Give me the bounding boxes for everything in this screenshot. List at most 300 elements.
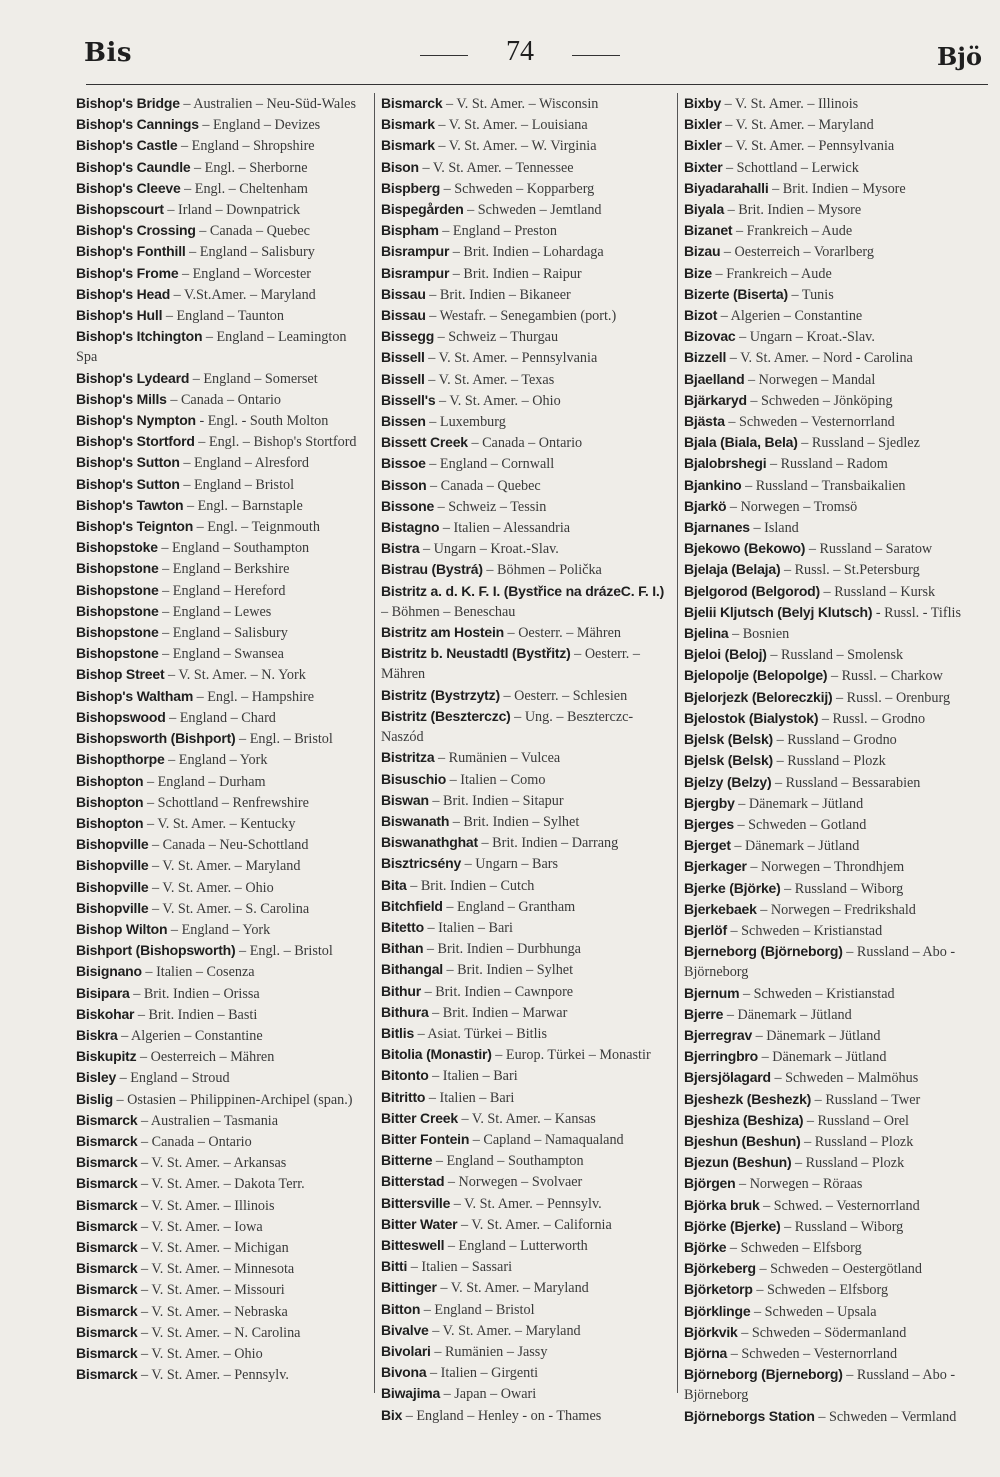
entry-location: – Italien – Sassari: [407, 1259, 513, 1276]
index-entry: [76, 771, 368, 792]
index-entry: [684, 1173, 984, 1194]
entry-location: – Ungarn – Bars: [461, 856, 559, 873]
header-left-guideword: Bis: [84, 38, 132, 68]
entry-place-name: Bisztricsény: [381, 855, 462, 872]
entry-location: – Böhmen – Beneschau: [381, 603, 516, 620]
header-rule: [86, 84, 988, 85]
index-entry: [76, 1364, 368, 1385]
entry-place-name: Bishop's Teignton: [76, 518, 194, 535]
entry-place-name: Bissone: [381, 497, 435, 514]
header-right-guideword: Bjö: [937, 42, 982, 71]
index-entry: [684, 114, 984, 135]
entry-place-name: Bithan: [381, 940, 424, 957]
entry-location: – Russland – Saratow: [805, 541, 933, 558]
entry-location: – Schweden – Kristianstad: [726, 922, 883, 939]
entry-place-name: Bissett Creek: [381, 434, 468, 451]
index-entry: [381, 411, 671, 432]
index-entry: [684, 814, 984, 835]
entry-location: – Brit. Indien – Sylhet: [442, 962, 574, 979]
index-entry: [684, 581, 984, 602]
entry-place-name: Bishopscourt: [76, 201, 164, 218]
index-entry: [76, 263, 368, 284]
entry-place-name: Bizerte (Biserta): [684, 285, 788, 302]
entry-place-name: Bishopville: [76, 899, 149, 916]
index-entry: [684, 220, 984, 241]
index-entry: [76, 558, 368, 579]
index-entry: [76, 114, 368, 135]
index-entry: [684, 729, 984, 750]
entry-place-name: Bison: [381, 158, 419, 175]
entry-place-name: Björna: [684, 1344, 728, 1361]
index-entry: [76, 1301, 368, 1322]
entry-location: – Luxemburg: [425, 414, 506, 431]
entry-location: – Russl. – Charkow: [827, 668, 943, 685]
entry-place-name: Bismarck: [76, 1323, 138, 1340]
entry-location: – Russland – Wiborg: [780, 1218, 904, 1235]
entry-location: – Norwegen – Tromsö: [726, 498, 858, 515]
entry-location: – Russl. – Orenburg: [832, 689, 951, 706]
entry-location: – Italien – Bari: [423, 919, 513, 936]
entry-location: – Algerien – Constantine: [117, 1027, 263, 1044]
entry-place-name: Bishop's Lydeard: [76, 369, 190, 386]
entry-place-name: Bitlis: [381, 1024, 415, 1041]
entry-place-name: Bishop's Nympton: [76, 412, 196, 429]
entry-location: – England – Swansea: [158, 646, 284, 663]
index-entry: [684, 750, 984, 771]
entry-location: – V. St. Amer. – Arkansas: [137, 1155, 287, 1172]
entry-location: – Engl. – Sherborne: [190, 159, 308, 176]
entry-location: – England – Grantham: [442, 898, 576, 915]
index-entry: [381, 875, 671, 896]
entry-place-name: Bisson: [381, 476, 427, 493]
entry-place-name: Björkvik: [684, 1323, 738, 1340]
entry-place-name: Bismarck: [76, 1302, 138, 1319]
entry-location: – Schweden – Elfsborg: [726, 1239, 862, 1256]
entry-place-name: Bishop's Stortford: [76, 433, 195, 450]
entry-location: – Dänemark – Jütland: [723, 1006, 852, 1023]
column-divider: [677, 93, 678, 1393]
entry-place-name: Bismarck: [76, 1175, 138, 1192]
entry-location: – V. St. Amer. – Michigan: [137, 1239, 289, 1256]
index-entry: [76, 855, 368, 876]
entry-place-name: Bitterstad: [381, 1173, 445, 1190]
entry-location: – V. St. Amer. – Texas: [424, 371, 555, 388]
index-entry: [684, 432, 984, 453]
entry-place-name: Bishopstone: [76, 602, 159, 619]
entry-location: – V. St. Amer. – N. York: [164, 667, 306, 684]
index-entry: [76, 93, 368, 114]
index-entry: [381, 157, 671, 178]
entry-place-name: Bishopton: [76, 772, 144, 789]
entry-location: – Russland – Twer: [811, 1091, 921, 1108]
entry-location: – V. St. Amer. – Pennsylvania: [721, 138, 895, 155]
entry-place-name: Bishop's Mills: [76, 390, 167, 407]
index-entry: [381, 581, 671, 622]
entry-location: – Brit. Indien – Sitapur: [428, 792, 564, 809]
entry-place-name: Bjelsk (Belsk): [684, 752, 774, 769]
entry-location: – Russland – Plozk: [800, 1133, 914, 1150]
index-entry: [684, 411, 984, 432]
index-entry: [684, 369, 984, 390]
index-entry: [684, 157, 984, 178]
entry-place-name: Bishop's Fonthill: [76, 243, 186, 260]
index-entry: [76, 1237, 368, 1258]
entry-place-name: Biwajima: [381, 1385, 441, 1402]
entry-location: – England – Taunton: [162, 308, 284, 325]
index-entry: [381, 1299, 671, 1320]
index-entry: [381, 1023, 671, 1044]
entry-place-name: Bjelostok (Bialystok): [684, 709, 819, 726]
entry-location: – Russl. – St.Petersburg: [780, 562, 920, 579]
entry-location: – Frankreich – Aude: [732, 223, 853, 240]
entry-location: – Ungarn – Kroat.-Slav.: [735, 329, 875, 346]
entry-place-name: Biyala: [684, 201, 725, 218]
entry-location: – V. St. Amer. – Minnesota: [137, 1261, 295, 1278]
entry-location: – Russland – Wiborg: [780, 880, 904, 897]
index-entry: [381, 1087, 671, 1108]
index-entry: [76, 178, 368, 199]
entry-location: – V. St. Amer. – Maryland: [436, 1280, 589, 1297]
index-entry: [381, 747, 671, 768]
entry-place-name: Bistritz b. Neustadtl (Bystřitz): [381, 645, 571, 662]
entry-location: – England – Bristol: [420, 1301, 535, 1318]
index-entry: [76, 580, 368, 601]
entry-location: – Russland – Radom: [766, 456, 888, 473]
entry-location: – Japan – Owari: [440, 1386, 537, 1403]
entry-location: – Russland – Smolensk: [766, 647, 904, 664]
entry-location: – Norwegen – Röraas: [735, 1176, 863, 1193]
entry-place-name: Bitton: [381, 1300, 421, 1317]
entry-location: – V. St. Amer. – Dakota Terr.: [137, 1176, 305, 1193]
index-entry: [76, 1322, 368, 1343]
entry-location: – Brit. Indien – Lohardaga: [449, 244, 604, 261]
index-entry: [76, 664, 368, 685]
index-entry: [684, 1343, 984, 1364]
entry-location: – Norwegen – Fredrikshald: [756, 901, 916, 918]
entry-place-name: Bismarck: [76, 1260, 138, 1277]
column-2: [381, 93, 671, 1426]
index-entry: [381, 496, 671, 517]
entry-place-name: Bishop's Cleeve: [76, 179, 181, 196]
index-entry: [76, 1004, 368, 1025]
entry-place-name: Björneborgs Station: [684, 1407, 815, 1424]
entry-place-name: Bishop Wilton: [76, 920, 168, 937]
index-entry: [381, 1193, 671, 1214]
entry-place-name: Bjelaja (Belaja): [684, 561, 781, 578]
entry-place-name: Björneborg (Bjerneborg): [684, 1366, 843, 1383]
entry-place-name: Bitetto: [381, 918, 424, 935]
entry-place-name: Bjerlöf: [684, 921, 727, 938]
entry-location: - Engl. - South Molton: [195, 413, 329, 430]
entry-place-name: Bispberg: [381, 179, 441, 196]
entry-place-name: Bishop's Castle: [76, 137, 178, 154]
index-entry: [684, 1406, 984, 1427]
index-entry: [381, 475, 671, 496]
index-entry: [76, 1025, 368, 1046]
entry-place-name: Bjezun (Beshun): [684, 1154, 792, 1171]
entry-place-name: Bittersville: [381, 1194, 451, 1211]
entry-place-name: Bissau: [381, 307, 426, 324]
entry-place-name: Bizau: [684, 243, 721, 260]
entry-location: – Schweden – Elfsborg: [752, 1282, 889, 1299]
entry-place-name: Bishop's Frome: [76, 264, 179, 281]
entry-place-name: Bishopthorpe: [76, 751, 165, 768]
entry-location: – Brit. Indien – Bikaneer: [425, 286, 571, 303]
entry-location: – V. St. Amer. – Louisiana: [434, 117, 588, 134]
entry-place-name: Bishopton: [76, 793, 144, 810]
index-entry: [684, 1364, 984, 1405]
index-entry: [381, 93, 671, 114]
entry-location: – Schweden – Gotland: [733, 816, 867, 833]
entry-place-name: Bishop's Bridge: [76, 95, 180, 111]
entry-location: – Tunis: [787, 286, 834, 303]
entry-location: – Westafr. – Senegambien (port.): [425, 308, 617, 325]
index-entry: [76, 877, 368, 898]
entry-place-name: Bismarck: [76, 1132, 138, 1149]
index-entry: [76, 961, 368, 982]
entry-place-name: Bishop's Hull: [76, 307, 163, 324]
entry-location: – V. St. Amer. – S. Carolina: [148, 900, 310, 917]
entry-location: – Norwegen – Svolvaer: [444, 1174, 583, 1191]
entry-location: – Ostasien – Philippinen-Archipel (span.): [112, 1091, 353, 1108]
entry-place-name: Biskohar: [76, 1005, 135, 1022]
index-entry: [684, 1279, 984, 1300]
entry-place-name: Bjerregrav: [684, 1026, 753, 1043]
index-entry: [76, 410, 368, 431]
entry-location: – Canada – Ontario: [137, 1133, 252, 1150]
entry-location: – England – Southampton: [432, 1153, 584, 1170]
entry-place-name: Bishop's Cannings: [76, 116, 199, 133]
index-entry: [381, 241, 671, 262]
index-entry: [684, 665, 984, 686]
entry-place-name: Bissau: [381, 285, 426, 302]
entry-location: – Schweden – Upsala: [750, 1303, 877, 1320]
index-entry: [76, 1067, 368, 1088]
index-entry: [684, 475, 984, 496]
entry-location: – Brit. Indien – Mysore: [724, 202, 862, 219]
index-entry: [76, 1089, 368, 1110]
entry-location: – V. St. Amer. – Ohio: [148, 879, 274, 896]
index-entry: [684, 1110, 984, 1131]
entry-place-name: Bismarck: [76, 1281, 138, 1298]
entry-location: – V. St. Amer. – Maryland: [721, 117, 874, 134]
entry-place-name: Bishopswood: [76, 708, 166, 725]
entry-location: – England – Durham: [143, 773, 266, 790]
entry-location: – England – Worcester: [178, 265, 311, 282]
index-entry: [684, 517, 984, 538]
index-entry: [684, 835, 984, 856]
index-entry: [76, 157, 368, 178]
index-entry: [684, 390, 984, 411]
entry-location: – Schweden – Kristianstad: [739, 985, 895, 1002]
entry-location: – Irland – Downpatrick: [163, 202, 301, 219]
entry-location: – Schweden – Vermland: [814, 1408, 957, 1425]
index-entry: [76, 135, 368, 156]
index-entry: [684, 496, 984, 517]
entry-place-name: Bivalve: [381, 1321, 429, 1338]
entry-location: – Brit. Indien – Orissa: [129, 985, 260, 1002]
index-entry: [76, 601, 368, 622]
index-entry: [381, 1235, 671, 1256]
entry-location: – Algerien – Constantine: [717, 308, 863, 325]
entry-place-name: Bishopstone: [76, 645, 159, 662]
entry-location: – Norwegen – Mandal: [744, 371, 876, 388]
index-entry: [381, 263, 671, 284]
index-entry: [381, 917, 671, 938]
entry-place-name: Björklinge: [684, 1302, 751, 1319]
entry-location: – Canada – Ontario: [166, 391, 282, 408]
index-entry: [76, 220, 368, 241]
entry-location: – England – Hereford: [158, 582, 286, 599]
index-entry: [684, 1131, 984, 1152]
entry-location: – V. St. Amer. – W. Virginia: [434, 138, 597, 155]
entry-location: – Rumänien – Vulcea: [434, 750, 561, 767]
entry-place-name: Bistritz (Bystrzytz): [381, 686, 500, 703]
entry-place-name: Bjästa: [684, 413, 725, 430]
entry-place-name: Bizanet: [684, 222, 733, 239]
entry-place-name: Bispegården: [381, 201, 464, 218]
entry-location: – Europ. Türkei – Monastir: [491, 1047, 651, 1064]
entry-location: – Engl. – Hampshire: [193, 688, 315, 705]
index-entry: [381, 390, 671, 411]
entry-place-name: Bismarck: [76, 1154, 138, 1171]
index-entry: [381, 1108, 671, 1129]
column-divider: [374, 93, 375, 1393]
entry-location: – V. St. Amer. – Illinois: [721, 96, 859, 112]
entry-location: – Russland – Plozk: [773, 753, 886, 770]
index-entry: [381, 769, 671, 790]
entry-location: – Ungarn – Kroat.-Slav.: [419, 541, 559, 558]
entry-place-name: Bitritto: [381, 1088, 426, 1105]
entry-location: – England – Shropshire: [177, 138, 315, 155]
entry-place-name: Bistritza: [381, 749, 435, 766]
entry-location: – V. St. Amer. – Pennsylv.: [137, 1367, 289, 1384]
entry-location: – Dänemark – Jütland: [730, 838, 860, 855]
index-entry: [76, 1258, 368, 1279]
entry-location: – Engl. – Bristol: [235, 731, 333, 748]
entry-place-name: Bjeloi (Beloj): [684, 646, 767, 663]
entry-place-name: Bjergby: [684, 794, 735, 811]
entry-location: – Brit. Indien – Cutch: [406, 877, 535, 894]
entry-place-name: Bisley: [76, 1069, 117, 1086]
index-entry: [381, 305, 671, 326]
index-entry: [76, 707, 368, 728]
entry-location: – Russland – Kursk: [820, 583, 936, 600]
index-entry: [381, 199, 671, 220]
entry-place-name: Bjelorjezk (Beloreczkij): [684, 688, 833, 705]
index-entry: [76, 1046, 368, 1067]
entry-place-name: Bjalobrshegi: [684, 455, 767, 472]
entry-location: – Dänemark – Jütland: [758, 1049, 887, 1066]
entry-place-name: Björke: [684, 1238, 727, 1255]
entry-place-name: Björgen: [684, 1175, 736, 1192]
entry-location: – Oesterreich – Mähren: [136, 1049, 275, 1066]
index-entry: [684, 538, 984, 559]
entry-location: – England – Stroud: [116, 1070, 230, 1087]
entry-place-name: Bizot: [684, 307, 718, 324]
entry-location: – V. St. Amer. – Missouri: [137, 1282, 285, 1299]
index-entry: [684, 644, 984, 665]
entry-location: – England – Salisbury: [158, 625, 288, 642]
entry-place-name: Bjerget: [684, 837, 731, 854]
index-entry: [684, 1089, 984, 1110]
entry-place-name: Bize: [684, 264, 712, 281]
index-entry: [684, 1195, 984, 1216]
entry-place-name: Bishopstone: [76, 560, 159, 577]
entry-place-name: Björketorp: [684, 1281, 753, 1298]
index-entry: [684, 793, 984, 814]
index-entry: [684, 623, 984, 644]
entry-place-name: Bismarck: [381, 95, 443, 111]
index-entry: [381, 1150, 671, 1171]
entry-place-name: Bjerre: [684, 1005, 724, 1022]
entry-place-name: Bishopsworth (Bishport): [76, 730, 236, 747]
index-entry: [684, 708, 984, 729]
index-entry: [381, 1129, 671, 1150]
entry-place-name: Bjeshiza (Beshiza): [684, 1111, 804, 1128]
entry-location: – Island: [749, 520, 799, 537]
entry-location: – England – Southampton: [157, 540, 310, 557]
index-entry: [76, 1110, 368, 1131]
entry-place-name: Bishop's Sutton: [76, 454, 180, 471]
entry-place-name: Bjeshun (Beshun): [684, 1132, 801, 1149]
entry-place-name: Bisrampur: [381, 264, 450, 281]
entry-location: – Schwed. – Vesternorrland: [759, 1197, 920, 1214]
entry-location: – Brit. Indien – Cawnpore: [421, 983, 574, 1000]
index-entry: [76, 1279, 368, 1300]
entry-place-name: Bjarkö: [684, 497, 727, 514]
entry-location: – England – Preston: [438, 223, 557, 240]
entry-place-name: Bivona: [381, 1364, 427, 1381]
entry-location: – Ung. – Beszterczc-Naszód: [381, 708, 634, 746]
entry-location: – Engl. – Cheltenham: [180, 180, 308, 197]
entry-place-name: Bishop's Caundle: [76, 158, 191, 175]
entry-location: – Brit. Indien – Durbhunga: [423, 941, 581, 958]
entry-place-name: Bithur: [381, 982, 422, 999]
index-entry: [684, 1216, 984, 1237]
entry-place-name: Bitterne: [381, 1152, 433, 1169]
entry-location: – England – Chard: [165, 709, 276, 726]
entry-place-name: Bjerkager: [684, 858, 747, 875]
entry-location: – Italien – Alessandria: [439, 520, 571, 537]
entry-location: – Russland – Orel: [803, 1112, 909, 1129]
index-entry: [76, 474, 368, 495]
index-entry: [76, 643, 368, 664]
index-entry: [684, 1301, 984, 1322]
entry-location: – England – Bristol: [179, 476, 295, 493]
entry-location: – Schottland – Lerwick: [722, 159, 859, 176]
index-entry: [76, 940, 368, 961]
entry-place-name: Bismark: [381, 116, 435, 133]
entry-place-name: Björka bruk: [684, 1196, 760, 1213]
index-entry: [684, 878, 984, 899]
index-entry: [76, 1216, 368, 1237]
index-entry: [381, 981, 671, 1002]
index-entry: [381, 1320, 671, 1341]
entry-place-name: Bismark: [381, 137, 435, 154]
index-entry: [684, 559, 984, 580]
entry-location: – Italien – Bari: [428, 1068, 518, 1085]
entry-location: – Canada – Ontario: [467, 435, 583, 452]
index-entry: [381, 643, 671, 684]
entry-location: – Russland – Grodno: [773, 732, 897, 749]
index-entry: [684, 263, 984, 284]
entry-location: – Asiat. Türkei – Bitlis: [414, 1025, 547, 1042]
entry-location: – England – Cornwall: [425, 456, 555, 473]
entry-place-name: Bishop's Tawton: [76, 496, 184, 513]
entry-location: – Bosnien: [728, 626, 790, 643]
entry-location: – Schweden – Jemtland: [463, 202, 602, 219]
